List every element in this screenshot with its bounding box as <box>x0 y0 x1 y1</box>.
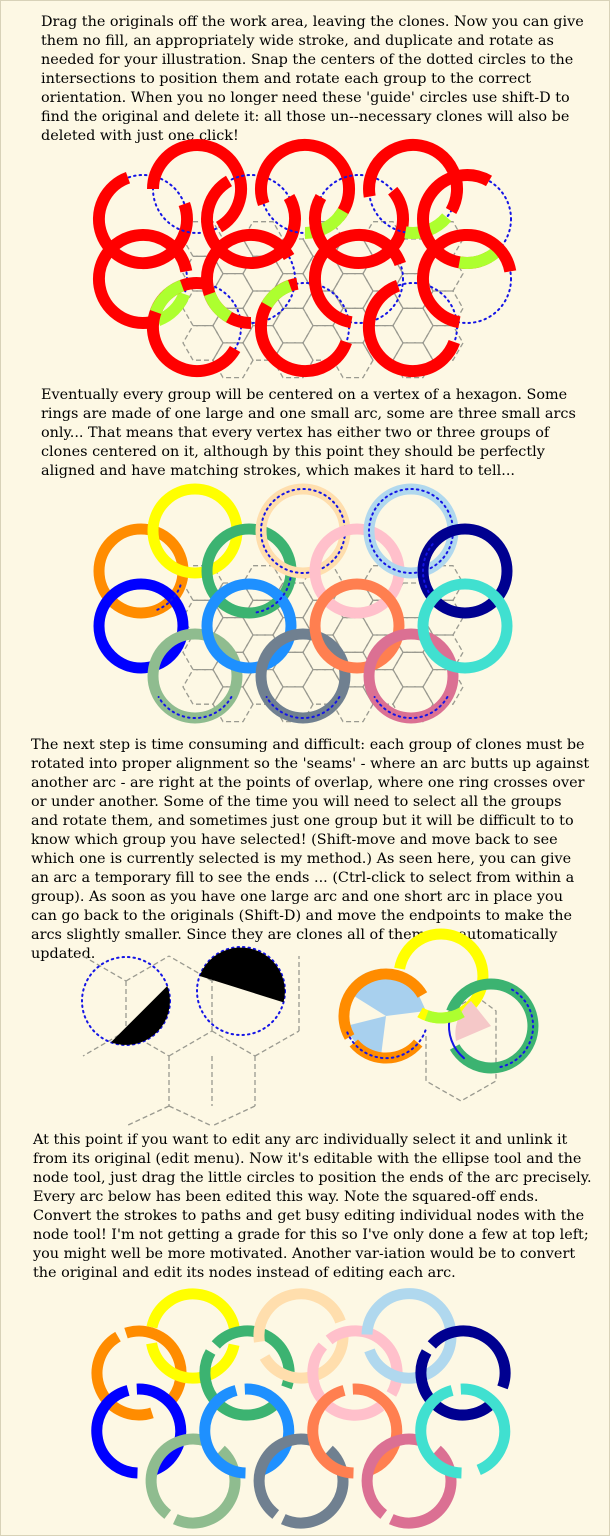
red-arc <box>369 286 454 371</box>
interlaced-ring-arc <box>391 1450 451 1523</box>
instruction-paragraph-3: The next step is time consuming and difficult: each group of clones must be rotated into proper alignment so the 'seams' - where an arc butts up against another arc - are right at the points of overlap, where one ring crosses over or under another. Some of the time you will need to select all the groups and rotate them, and sometimes just one group but it will be difficult to to know which group you have selected! (Shift-move and move back to see which one is currently selected is my method.) As seen here, you can give an arc a temporary fill to see the ends ... (Ctrl-click to select from within a group). As soon as you have one large arc and one short arc in place you can go back to the originals (Shift-D) and move the endpoints to make the arcs slightly smaller. Since they are clones all of them are automatically updated. <box>31 737 590 962</box>
colored-ring <box>423 584 507 668</box>
interlaced-ring-arc <box>152 1294 235 1336</box>
temporary-fill-example-figure <box>71 956 301 1121</box>
interlaced-ring-arc <box>175 1450 235 1523</box>
hexagon-grid <box>393 652 433 687</box>
interlaced-ring-arc <box>283 1450 343 1523</box>
hexagon-grid <box>255 1031 299 1056</box>
orange-arc <box>354 1043 418 1058</box>
hexagon-grid <box>212 1106 255 1126</box>
temporary-black-fill <box>111 986 170 1045</box>
interlaced-ring-arc <box>367 1294 450 1335</box>
hexagon-grid <box>183 670 223 705</box>
green-arc <box>210 294 229 317</box>
hexagon-grid <box>183 326 223 361</box>
red-arcs-figure <box>91 141 531 381</box>
final-interlaced-rings-figure <box>89 1291 529 1531</box>
colored-ring <box>315 584 399 668</box>
hexagon-grid <box>126 1106 169 1126</box>
red-arc <box>315 235 400 322</box>
instruction-paragraph-4: At this point if you want to edit any arc individually select it and unlink it from its original (edit menu). Now it's editable with the ellipse tool and the node tool, just drag the little circles to position the ends of the arc precisely. Every arc below has been edited this way. Note the squared-off ends. Convert the strokes to paths and get busy editing individual nodes with the node tool! I'm not getting a grade for this so I've only done a few at top left; you might well be more motivated. Another var-iation would be to convert the original and edit its nodes instead of editing each arc. <box>33 1132 592 1281</box>
interlaced-ring-arc <box>461 1389 505 1470</box>
hexagon-grid <box>169 1106 212 1126</box>
hexagon-grid <box>169 1031 212 1056</box>
colored-rings-aligned-figure <box>91 486 531 731</box>
hexagon-grid <box>333 274 373 309</box>
hexagon-grid <box>126 956 169 981</box>
instruction-paragraph-1: Drag the originals off the work area, leaving the clones. Now you can give them no fill, an appropriately wide stroke, and duplicate and rotate as needed for your illustration. Snap the centers of the dotted circles to the intersections to position them and rotate each group to the correct orientation. When you no longer need these 'guide' circles use shift-D to find the original and delete it: all those un--necessary clones will also be deleted with just one click! <box>41 14 584 144</box>
hexagon-grid <box>83 956 126 981</box>
green-arc <box>267 286 290 305</box>
edited-arcs-closeup-figure <box>331 916 551 1116</box>
red-arc <box>423 235 510 322</box>
green-highlight-arc <box>427 1012 462 1018</box>
colored-ring <box>99 584 183 668</box>
interlaced-ring-arc <box>152 1343 235 1378</box>
instruction-paragraph-2: Eventually every group will be centered on a vertex of a hexagon. Some rings are made of one large and one small arc, some are three small arcs only... That means that every vertex has either two or three groups of clones centered on it, although by this point they should be perfectly aligned and have matching strokes, which makes it hard to tell... <box>41 387 576 479</box>
hexagon-grid <box>393 308 433 343</box>
